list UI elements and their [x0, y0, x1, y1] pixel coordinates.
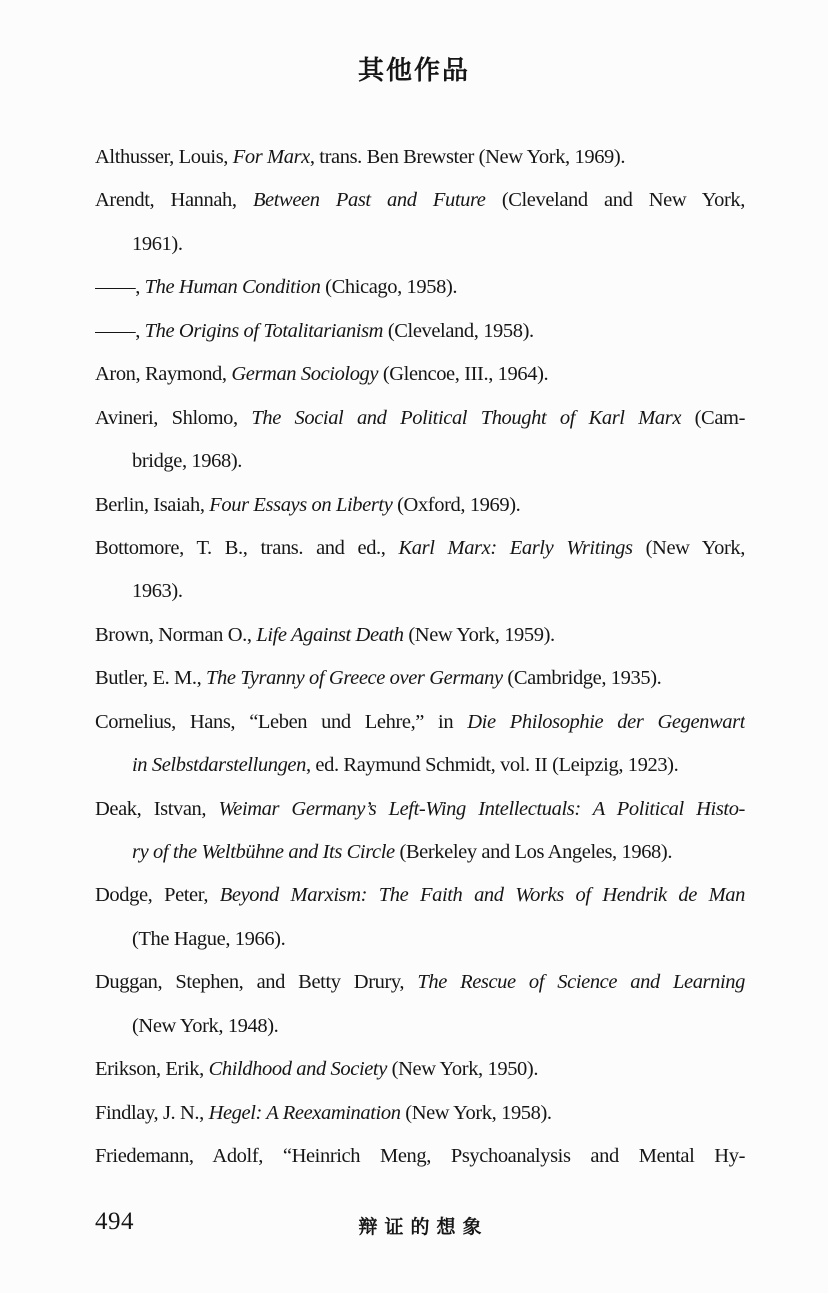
work-title-text: in Selbstdarstellungen — [132, 754, 306, 777]
entry-text: (Cambridge, 1935). — [502, 667, 662, 690]
work-title-text: German Sociology — [231, 363, 379, 386]
bibliography-line — [95, 527, 745, 570]
bibliography-line — [95, 614, 745, 657]
work-title-text: The Tyranny of Greece over Germany — [206, 667, 503, 690]
entry-text: Avineri, Shlomo, — [95, 406, 252, 429]
entry-text: Cornelius, Hans, “Leben und Lehre,” in — [95, 710, 468, 733]
bibliography-line — [95, 1005, 745, 1048]
work-title-text: The Human Condition — [144, 276, 321, 299]
entry-text: (Berkeley and Los Angeles, 1968). — [394, 841, 673, 863]
work-title-text: ry of the Weltbühne and Its Circle — [132, 841, 395, 863]
entry-text: 1963). — [132, 580, 183, 603]
bibliography-line — [95, 918, 745, 961]
entry-text: Brown, Norman O., — [95, 623, 257, 646]
bibliography-line — [95, 310, 745, 353]
bibliography-line — [95, 657, 745, 700]
entry-text: Berlin, Isaiah, — [95, 493, 210, 516]
bibliography-line — [95, 440, 745, 483]
entry-text: bridge, 1968). — [132, 450, 242, 473]
entry-text: Dodge, Peter, — [95, 884, 220, 907]
entry-text: (New York, 1950). — [386, 1058, 539, 1081]
entry-text: (The Hague, 1966). — [132, 927, 286, 950]
entry-text: (New York, 1948). — [132, 1014, 279, 1037]
work-title-text: Beyond Marxism: The Faith and Works of Hendrik de Man — [219, 884, 745, 907]
entry-text: (New York, 1959). — [403, 623, 555, 646]
entry-text: (Chicago, 1958). — [320, 276, 458, 299]
entry-text: Bottomore, T. B., trans. and ed., — [95, 536, 399, 559]
entry-text: Aron, Raymond, — [95, 363, 232, 386]
work-title-text: For Marx — [232, 146, 310, 168]
entry-text: (Cleveland and New York, — [485, 189, 745, 212]
bibliography-line — [95, 397, 745, 440]
bibliography-line — [95, 1048, 745, 1091]
entry-text: 1961). — [132, 232, 183, 255]
entry-text: , trans. Ben Brewster (New York, 1969). — [309, 146, 626, 168]
entry-text: Friedemann, Adolf, “Heinrich Meng, Psychoanalysis and Mental Hy- — [95, 1145, 745, 1168]
entry-text: Arendt, Hannah, — [95, 189, 253, 212]
bibliography-line — [95, 223, 745, 266]
work-title-text: Karl Marx: Early Writings — [398, 536, 633, 559]
entry-text: Deak, Istvan, — [95, 797, 219, 820]
entry-text: Findlay, J. N., — [95, 1101, 209, 1124]
bibliography — [95, 136, 745, 1179]
work-title-text: Life Against Death — [256, 623, 404, 646]
entry-text: (New York, — [632, 536, 745, 559]
entry-text: (New York, 1958). — [400, 1101, 552, 1124]
work-title-text: The Origins of Totalitarianism — [144, 319, 384, 342]
work-title-text: Between Past and Future — [252, 189, 486, 212]
bibliography-line — [95, 266, 745, 309]
bibliography-line — [95, 1092, 745, 1135]
entry-text: ——, — [95, 276, 145, 299]
bibliography-line — [95, 831, 745, 874]
entry-text: ——, — [95, 319, 145, 342]
work-title-text: Weimar Germany’s Left-Wing Intellectuals: A Political Histo- — [218, 797, 745, 820]
entry-text: Butler, E. M., — [95, 667, 207, 690]
work-title-text: The Rescue of Science and Learning — [417, 971, 745, 994]
entry-text: , ed. Raymund Schmidt, vol. II (Leipzig, 1923). — [305, 754, 679, 777]
bibliography-line — [95, 484, 745, 527]
entry-text: Erikson, Erik, — [95, 1058, 209, 1081]
bibliography-line — [95, 136, 745, 179]
bibliography-line — [95, 744, 745, 787]
entry-text: Althusser, Louis, — [95, 146, 233, 168]
bibliography-line — [95, 961, 745, 1004]
entry-text: (Oxford, 1969). — [392, 493, 521, 516]
entry-text: (Cam- — [681, 406, 745, 429]
entry-text: Duggan, Stephen, and Betty Drury, — [95, 971, 418, 994]
bibliography-line — [95, 1135, 745, 1178]
work-title-text: Childhood and Society — [208, 1058, 387, 1081]
work-title-text: Die Philosophie der Gegenwart — [467, 710, 745, 733]
bibliography-line — [95, 788, 745, 831]
page-number: 494 — [95, 1208, 134, 1235]
work-title-text: Four Essays on Liberty — [209, 493, 393, 516]
bibliography-line — [95, 353, 745, 396]
work-title-text: The Social and Political Thought of Karl Marx — [251, 406, 682, 429]
work-title-text: Hegel: A Reexamination — [208, 1101, 401, 1124]
bibliography-line — [95, 874, 745, 917]
bibliography-line — [95, 570, 745, 613]
bibliography-line — [95, 179, 745, 222]
bibliography-line — [95, 701, 745, 744]
entry-text: (Cleveland, 1958). — [383, 319, 534, 342]
running-title: 辩证的想象 — [358, 1217, 489, 1238]
entry-text: (Glencoe, III., 1964). — [378, 363, 549, 386]
page-footer — [95, 1208, 745, 1248]
page-header-title: 其他作品 — [357, 56, 470, 85]
